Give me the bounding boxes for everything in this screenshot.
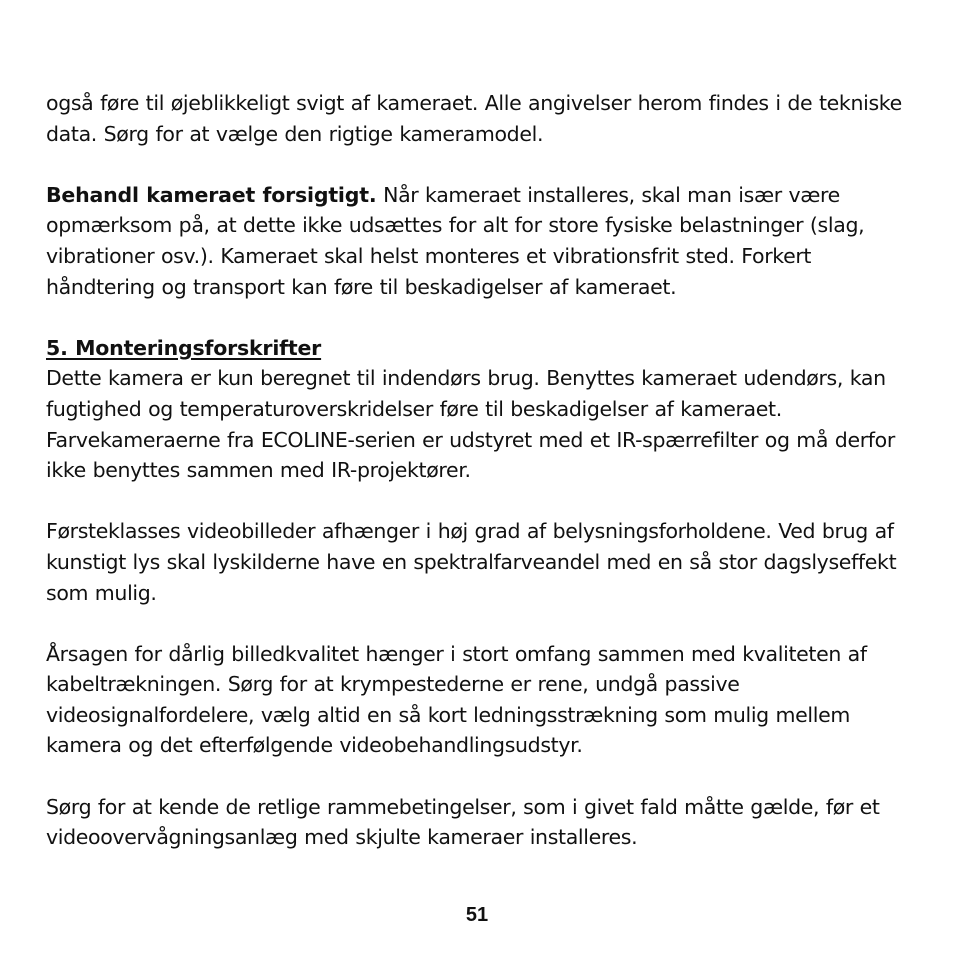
paragraph-spacer xyxy=(46,302,926,333)
handling-bold-lead: Behandl kameraet forsigtigt. xyxy=(46,182,377,207)
lighting-paragraph: Førsteklasses videobilleder afhænger i høj grad af belysningsforholdene. Ved brug af kunstigt lys skal lyskilderne have en spektralfarveandel med en så stor dagslyseffekt som mulig. xyxy=(46,519,897,605)
document-body xyxy=(46,88,926,853)
handling-paragraph xyxy=(46,180,926,302)
legal-paragraph: Sørg for at kende de retlige rammebetingelser, som i givet fald måtte gælde, før et videoovervågningsanlæg med skjulte kameraer installeres. xyxy=(46,794,880,850)
cabling-paragraph: Årsagen for dårlig billedkvalitet hænger i stort omfang sammen med kvaliteten af kabeltrækningen. Sørg for at krympestederne er rene, undgå passive videosignalfordelere, vælg altid en så kort ledningsstrækning som mulig mellem kamera og det efterfølgende videobehandlingsudstyr. xyxy=(46,641,867,758)
paragraph-spacer xyxy=(46,149,926,180)
intro-paragraph: også føre til øjeblikkeligt svigt af kameraet. Alle angivelser herom findes i de tekniske data. Sørg for at vælge den rigtige kameramodel. xyxy=(46,91,902,146)
page-number: 51 xyxy=(465,904,489,926)
section-heading: 5. Monteringsforskrifter xyxy=(46,335,322,360)
paragraph-spacer xyxy=(46,761,926,792)
paragraph-spacer xyxy=(46,486,926,517)
handling-text: Når kameraet installeres, skal man især være opmærksom på, at dette ikke udsættes for alt for store fysiske belastninger (slag, vibrationer osv.). Kameraet skal helst monteres et vibrationsfrit sted. Forkert håndtering og transport kan føre til beskadigelser af kameraet. xyxy=(46,182,865,299)
mounting-paragraph: Dette kamera er kun beregnet til indendørs brug. Benyttes kameraet udendørs, kan fugtighed og temperaturoverskridelser føre til beskadigelser af kameraet. Farvekameraerne fra ECOLINE-serien er udstyret med et IR-spærrefilter og må derfor ikke benyttes sammen med IR-projektører. xyxy=(46,366,895,483)
paragraph-spacer xyxy=(46,608,926,639)
